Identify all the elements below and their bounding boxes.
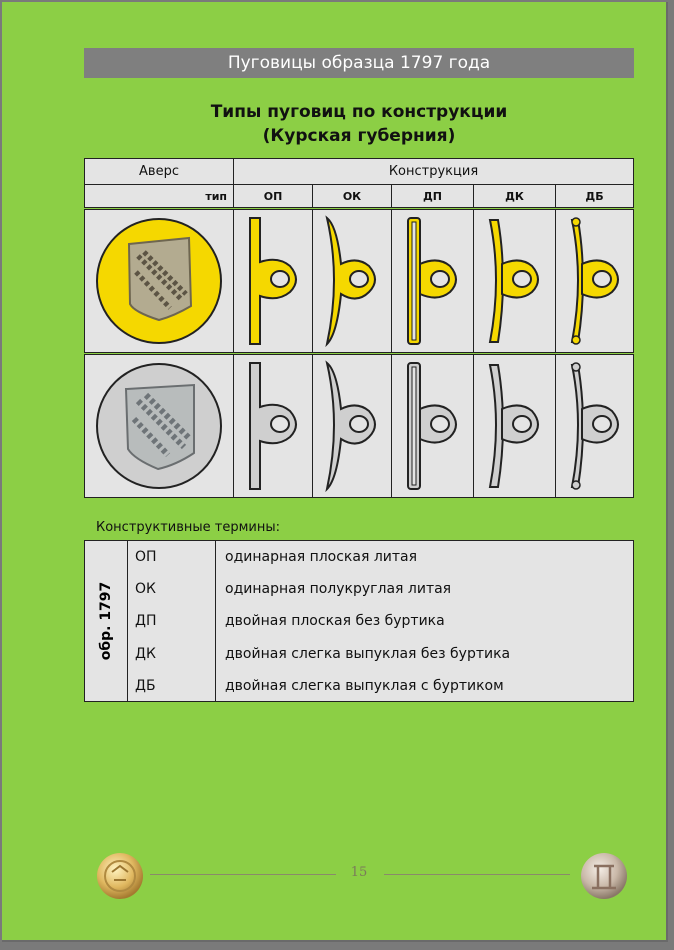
- silver-button-avers-image: [94, 361, 224, 491]
- type-dk: ДК: [473, 184, 556, 208]
- term-desc-5: двойная слегка выпуклая с буртиком: [225, 678, 504, 694]
- footer-line-left: [150, 874, 336, 875]
- terms-vertical-label: обр. 1797: [98, 581, 114, 661]
- footer-line-right: [384, 874, 570, 875]
- silver-coin-decoration-icon: [580, 852, 628, 900]
- silver-dp-cell: [391, 354, 474, 498]
- gold-op-profile: [238, 214, 308, 348]
- silver-dk-cell: [473, 354, 556, 498]
- terms-vertical-column: [85, 541, 128, 701]
- silver-ok-profile: [317, 359, 387, 493]
- construction-header: Конструкция: [233, 158, 634, 185]
- gold-op-cell: [233, 209, 313, 353]
- gold-ok-profile: [317, 214, 387, 348]
- term-desc-2: одинарная полукруглая литая: [225, 581, 452, 597]
- gold-dp-profile: [398, 214, 468, 348]
- silver-db-cell: [555, 354, 634, 498]
- page-title-bar: [84, 48, 634, 78]
- type-op: ОП: [233, 184, 313, 208]
- type-ok: ОК: [312, 184, 392, 208]
- silver-ok-cell: [312, 354, 392, 498]
- page-title: Пуговицы образца 1797 года: [227, 53, 491, 73]
- page-number: 15: [350, 865, 368, 880]
- silver-avers-cell: [84, 354, 234, 498]
- gold-db-profile: [560, 214, 630, 348]
- type-header: тип: [84, 184, 234, 208]
- term-desc-4: двойная слегка выпуклая без буртика: [225, 646, 511, 662]
- silver-op-cell: [233, 354, 313, 498]
- section-heading: [84, 100, 634, 148]
- silver-dk-profile: [480, 359, 550, 493]
- term-code-3: ДП: [135, 613, 157, 629]
- term-code-1: ОП: [135, 549, 157, 565]
- term-code-4: ДК: [135, 646, 156, 662]
- term-desc-1: одинарная плоская литая: [225, 549, 418, 565]
- gold-dk-cell: [473, 209, 556, 353]
- gold-db-cell: [555, 209, 634, 353]
- heading-line-1: Типы пуговиц по конструкции: [210, 102, 508, 122]
- gold-dk-profile: [480, 214, 550, 348]
- avers-header: Аверс: [84, 158, 234, 185]
- silver-op-profile: [238, 359, 308, 493]
- silver-db-profile: [560, 359, 630, 493]
- gold-button-avers-image: [94, 216, 224, 346]
- gold-dp-cell: [391, 209, 474, 353]
- terms-label: Конструктивные термины:: [96, 520, 280, 535]
- type-db: ДБ: [555, 184, 634, 208]
- heading-line-2: (Курская губерния): [262, 126, 456, 146]
- term-code-2: ОК: [135, 581, 156, 597]
- terms-table: [84, 540, 634, 702]
- silver-dp-profile: [398, 359, 468, 493]
- type-dp: ДП: [391, 184, 474, 208]
- gold-avers-cell: [84, 209, 234, 353]
- gold-ok-cell: [312, 209, 392, 353]
- term-desc-3: двойная плоская без буртика: [225, 613, 445, 629]
- term-code-5: ДБ: [135, 678, 156, 694]
- gold-coin-decoration-icon: [96, 852, 144, 900]
